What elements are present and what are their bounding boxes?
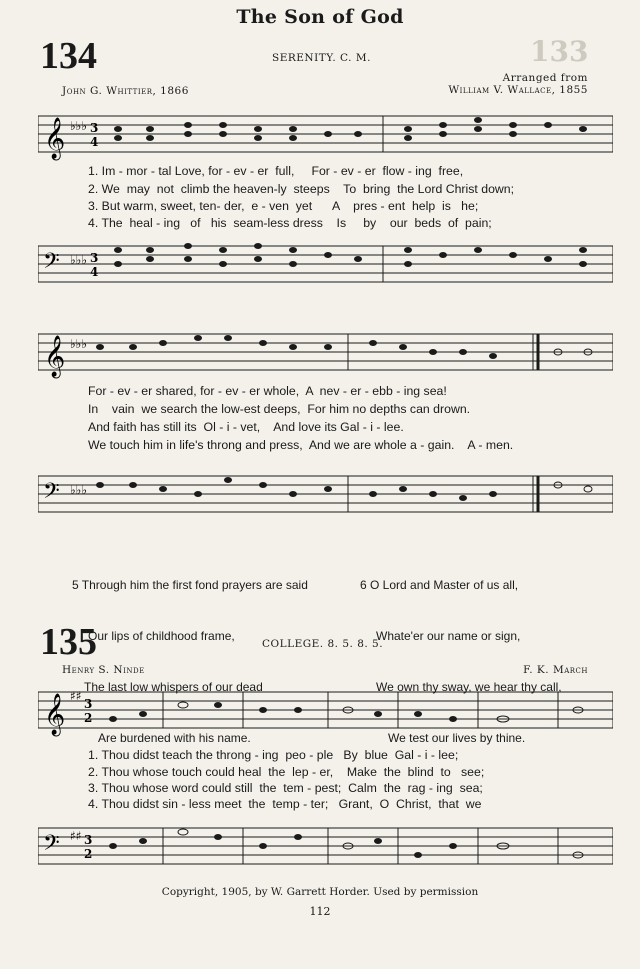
svg-text:♯♯: ♯♯ [70, 689, 82, 703]
hymn-134-verse-4: 4. The heal - ing of his seam-less dress Is by our beds of pain; [88, 216, 492, 230]
bass-staff-134-2 [38, 466, 613, 522]
svg-text:♭♭♭: ♭♭♭ [70, 483, 87, 497]
bleed-through-number: 133 [530, 35, 589, 68]
stanza-5-line-4: Are burdened with his name. [98, 731, 251, 745]
hymn-134-number: 134 [40, 35, 97, 77]
svg-text:3: 3 [84, 697, 93, 711]
svg-text:♭♭♭: ♭♭♭ [70, 253, 87, 267]
svg-text:♯♯: ♯♯ [70, 829, 82, 843]
hymn-134-verse-3-cont: And faith has still its Ol - i - vet, And love its Gal - i - lee. [88, 420, 404, 434]
stanza-5-line-1: 5 Through him the first fond prayers are said [72, 578, 308, 592]
svg-text:𝄢: 𝄢 [43, 831, 60, 861]
treble-staff-135 [38, 682, 613, 738]
hymn-134-verse-4-cont: We touch him in life's throng and press, And we are whole a - gain. A - men. [88, 438, 514, 452]
svg-text:3: 3 [90, 251, 99, 265]
stanza-6-line-4: We test our lives by thine. [388, 731, 526, 745]
hymn-134-tune: SERENITY. C. M. [272, 52, 371, 64]
stanza-5-line-3: The last low whispers of our dead [84, 680, 263, 694]
bass-staff-135 [38, 818, 613, 874]
hymn-134-verse-1: 1. Im - mor - tal Love, for - ev - er full, For - ev - er flow - ing free, [88, 164, 464, 178]
svg-text:𝄞: 𝄞 [44, 336, 66, 377]
svg-text:𝄢: 𝄢 [43, 479, 60, 509]
hymn-135-verse-4: 4. Thou didst sin - less meet the temp - ter; Grant, O Christ, that we [88, 797, 482, 811]
hymn-134-verse-1-cont: For - ev - er shared, for - ev - er whole, A nev - er - ebb - ing sea! [88, 384, 447, 398]
hymn-135-number: 135 [40, 621, 97, 663]
stanza-6-line-3: We own thy sway, we hear thy call, [376, 680, 562, 694]
hymn-134-arranger-note: Arranged from [502, 72, 588, 84]
hymn-134-verse-3: 3. But warm, sweet, ten- der, e - ven yet A pres - ent help is he; [88, 199, 479, 213]
hymn-134-author: John G. Whittier, 1866 [62, 85, 189, 97]
hymn-135-verse-2: 2. Thou whose touch could heal the lep - er, Make the blind to see; [88, 765, 485, 779]
hymn-134-verse-2-cont: In vain we search the low-est deeps, For him no depths can drown. [88, 402, 471, 416]
bass-staff-134-1 [38, 236, 613, 292]
svg-text:𝄢: 𝄢 [43, 249, 60, 279]
hymn-135-composer: F. K. March [523, 664, 588, 676]
svg-text:𝄞: 𝄞 [44, 118, 66, 159]
stanza-6-line-2: Whate'er our name or sign, [376, 629, 521, 643]
svg-text:3: 3 [90, 121, 99, 135]
svg-text:𝄞: 𝄞 [44, 694, 66, 735]
hymn-134-arranger: William V. Wallace, 1855 [448, 84, 588, 96]
svg-text:3: 3 [84, 833, 93, 847]
svg-text:2: 2 [84, 711, 93, 725]
page-header: The Son of God [236, 6, 404, 28]
svg-text:♭♭♭: ♭♭♭ [70, 119, 87, 133]
stanza-6-line-1: 6 O Lord and Master of us all, [360, 578, 519, 592]
svg-text:♭♭♭: ♭♭♭ [70, 337, 87, 351]
treble-staff-134-2 [38, 324, 613, 380]
hymn-135-author: Henry S. Ninde [62, 664, 145, 676]
copyright-notice: Copyright, 1905, by W. Garrett Horder. Used by permission [161, 886, 479, 898]
svg-text:4: 4 [90, 265, 99, 279]
treble-staff-134-1 [38, 106, 613, 162]
stanza-5-line-2: Our lips of childhood frame, [88, 629, 235, 643]
svg-text:4: 4 [90, 135, 99, 149]
hymn-135-verse-1: 1. Thou didst teach the throng - ing peo - ple By blue Gal - i - lee; [88, 748, 459, 762]
hymn-135-tune: COLLEGE. 8. 5. 8. 5. [262, 638, 384, 650]
page-number: 112 [309, 905, 331, 918]
hymn-134-verse-2: 2. We may not climb the heaven-ly steeps To bring the Lord Christ down; [88, 182, 515, 196]
svg-text:2: 2 [84, 847, 93, 861]
hymn-135-verse-3: 3. Thou whose word could still the tem - pest; Calm the rag - ing sea; [88, 781, 483, 795]
